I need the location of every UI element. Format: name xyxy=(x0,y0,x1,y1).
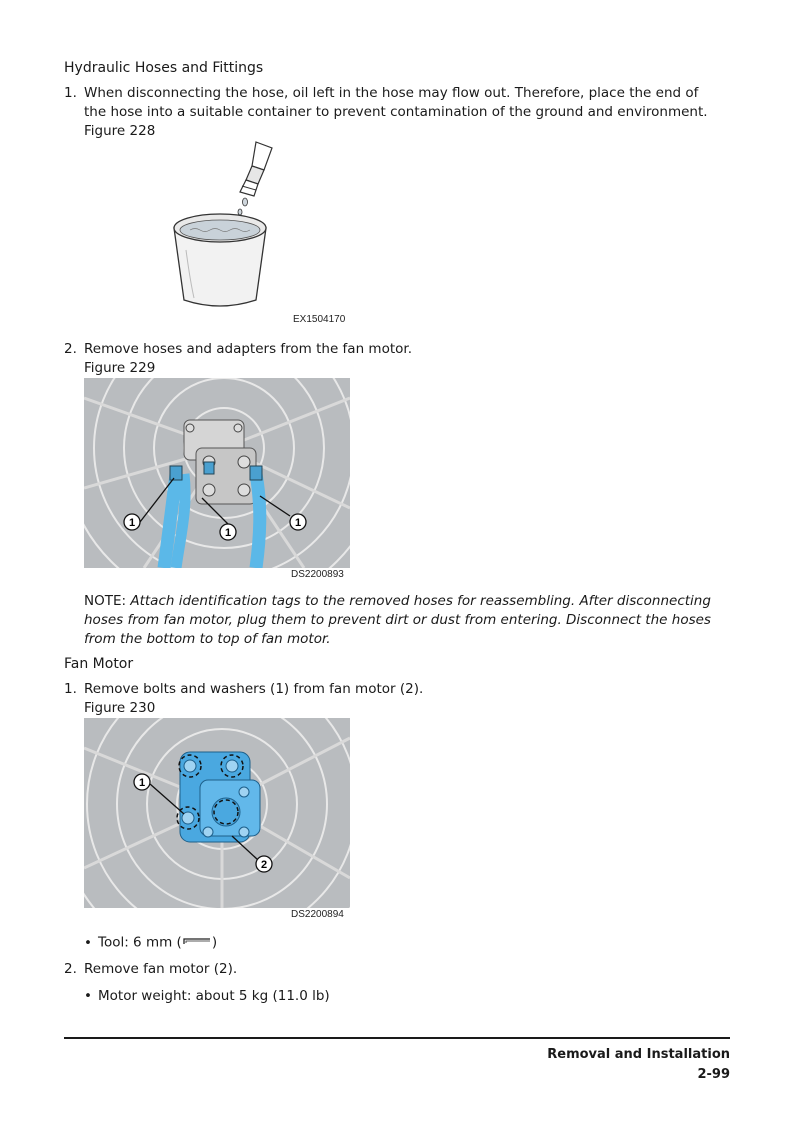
step-number: 2. xyxy=(64,341,77,357)
bucket-illustration xyxy=(160,140,360,330)
step-text: When disconnecting the hose, oil left in the hose may flow out. Therefore, place the end of the hose into a suitable container to prevent contamination of the ground and environment. xyxy=(84,85,708,120)
callout-marker xyxy=(220,524,236,540)
section-heading-hydraulic-hoses: Hydraulic Hoses and Fittings xyxy=(64,60,264,76)
callout-marker xyxy=(134,774,150,790)
callout-marker xyxy=(124,514,140,530)
callout-motor: 2 xyxy=(260,859,268,871)
note-text: Attach identification tags to the removed hoses for reassembling. After disconnecting hoses from fan motor, plug them to prevent dirt or dust from entering. Disconnect the hoses from the bottom to top of fan motor. xyxy=(84,593,711,647)
weight-bullet xyxy=(84,987,330,1006)
tool-suffix: ) xyxy=(211,934,218,951)
fan-motor-bolts-photo xyxy=(84,718,350,908)
step-2-hoses xyxy=(64,340,724,378)
figure-id: EX1504170 xyxy=(293,314,346,325)
step-text: Remove hoses and adapters from the fan motor. xyxy=(84,341,412,357)
note-block xyxy=(84,592,714,649)
callout-1b: 1 xyxy=(224,527,232,539)
step-text: Remove bolts and washers (1) from fan motor (2). xyxy=(84,681,424,697)
callout-bolts: 1 xyxy=(138,777,146,789)
figure-229-fan-hoses xyxy=(84,378,350,583)
callout-marker xyxy=(256,856,272,872)
callout-1a: 1 xyxy=(128,517,136,529)
section-heading-fan-motor: Fan Motor xyxy=(64,656,134,672)
footer-title: Removal and Installation xyxy=(547,1047,730,1062)
figure-id: DS2200893 xyxy=(291,569,344,580)
note-label: NOTE: xyxy=(84,593,127,609)
bullet-dot: • xyxy=(84,988,92,1004)
callout-marker xyxy=(290,514,306,530)
hex-wrench-icon xyxy=(182,933,212,952)
tool-prefix: Tool: 6 mm ( xyxy=(98,934,182,951)
page-number: 2-99 xyxy=(697,1067,730,1082)
footer xyxy=(547,1045,730,1085)
step-2-fan-motor xyxy=(64,960,724,979)
step-number: 1. xyxy=(64,85,77,101)
tool-bullet xyxy=(84,933,217,953)
step-1-fan-motor xyxy=(64,680,724,718)
figure-label: Figure 229 xyxy=(84,360,156,376)
step-text: Remove fan motor (2). xyxy=(84,961,238,977)
footer-rule xyxy=(64,1037,730,1039)
figure-label: Figure 230 xyxy=(84,700,156,716)
figure-230-fan-motor xyxy=(84,718,350,923)
callout-1c: 1 xyxy=(294,517,302,529)
step-number: 2. xyxy=(64,961,77,977)
figure-228-bucket xyxy=(160,140,360,330)
figure-label: Figure 228 xyxy=(84,123,156,139)
weight-text: Motor weight: about 5 kg (11.0 lb) xyxy=(98,988,330,1004)
figure-id: DS2200894 xyxy=(291,909,344,920)
step-number: 1. xyxy=(64,681,77,697)
step-1-hoses xyxy=(64,84,724,141)
bullet-dot: • xyxy=(84,934,92,951)
fan-motor-hoses-photo xyxy=(84,378,350,568)
